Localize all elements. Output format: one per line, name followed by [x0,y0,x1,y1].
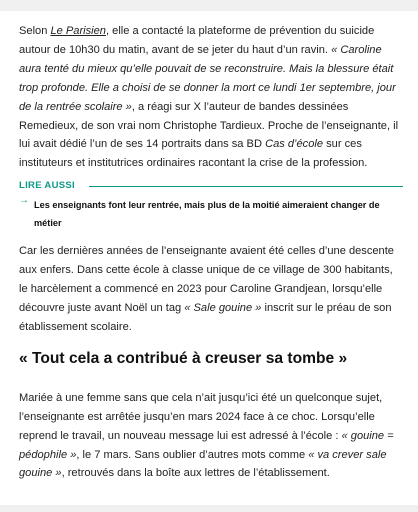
read-also-header [19,179,403,193]
arrow-right-icon: → [19,195,29,207]
remedieux-quote: « Caroline aura tenté du mieux qu’elle pouvait de se reconstruire. Mais la blessure était trop profonde. Elle a choisi de se donner la mort ce lundi 1er septembre, jour de la rentrée scolaire » [19,43,396,113]
le-parisien-link[interactable]: Le Parisien [50,25,106,37]
paragraph-3-mid: , le 7 mars. Sans oublier d’autres mots comme [76,448,309,461]
read-also-divider [89,186,403,187]
bottom-scroll-band [0,505,418,512]
read-also-link[interactable]: Les enseignants font leur rentrée, mais plus de la moitié aimeraient changer de métier [34,200,380,229]
read-also-label: LIRE AUSSI [19,180,75,192]
top-scroll-band [0,0,418,11]
paragraph-1-intro: Selon [19,25,51,37]
paragraph-1-sentence-1: , elle a contacté la plateforme de prévention du suicide autour de 10h30 du matin, avant de se jeter du haut d’un ravin. [19,25,375,56]
paragraph-3-text: Mariée à une femme sans que cela n’ait jusqu’ici été un quelconque sujet, l’enseignante est arrêtée jusqu’en mars 2024 face à ce choc. Lorsqu’elle reprend le travail, un nouveau message lui est adressé à l’école : [19,391,383,442]
paragraph-1 [19,22,403,173]
paragraph-2-end: inscrit sur le préau de son établissement scolaire. [19,301,392,333]
paragraph-1-sentence-3: sur ces instituteurs et institutrices ordinaires racontant la crise de la profession. [19,138,368,170]
quote-va-crever: « va crever sale gouine » [19,448,387,480]
tag-quote: « Sale gouine » [184,301,262,314]
paragraph-1-sentence-2: , a réagi sur X l’auteur de bandes dessinées Remedieux, de son vrai nom Christophe Tardieux. Proche de l’enseignante, il lui avait dédié l’un de ses 14 portraits dans sa BD [19,100,399,151]
section-subheading: « Tout cela a contribué à creuser sa tombe » [19,349,348,367]
paragraph-3-end: , retrouvés dans la boîte aux lettres de l’établissement. [61,467,330,480]
quote-gouine-pedophile: « gouine = pédophile » [19,429,394,461]
read-also-item[interactable] [19,195,403,231]
article-body [19,22,403,483]
paragraph-2 [19,242,403,337]
paragraph-2-text: Car les dernières années de l’enseignante avaient été celles d’une descente aux enfers. Dans cette école à classe unique de ce village de 300 habitants, le harcèlement a commencé en 2023 pour Caroline Grandjean, lorsqu’elle découvre juste avant Noël un tag [19,245,394,314]
book-title: Cas d’école [265,138,324,151]
paragraph-3 [19,389,403,484]
